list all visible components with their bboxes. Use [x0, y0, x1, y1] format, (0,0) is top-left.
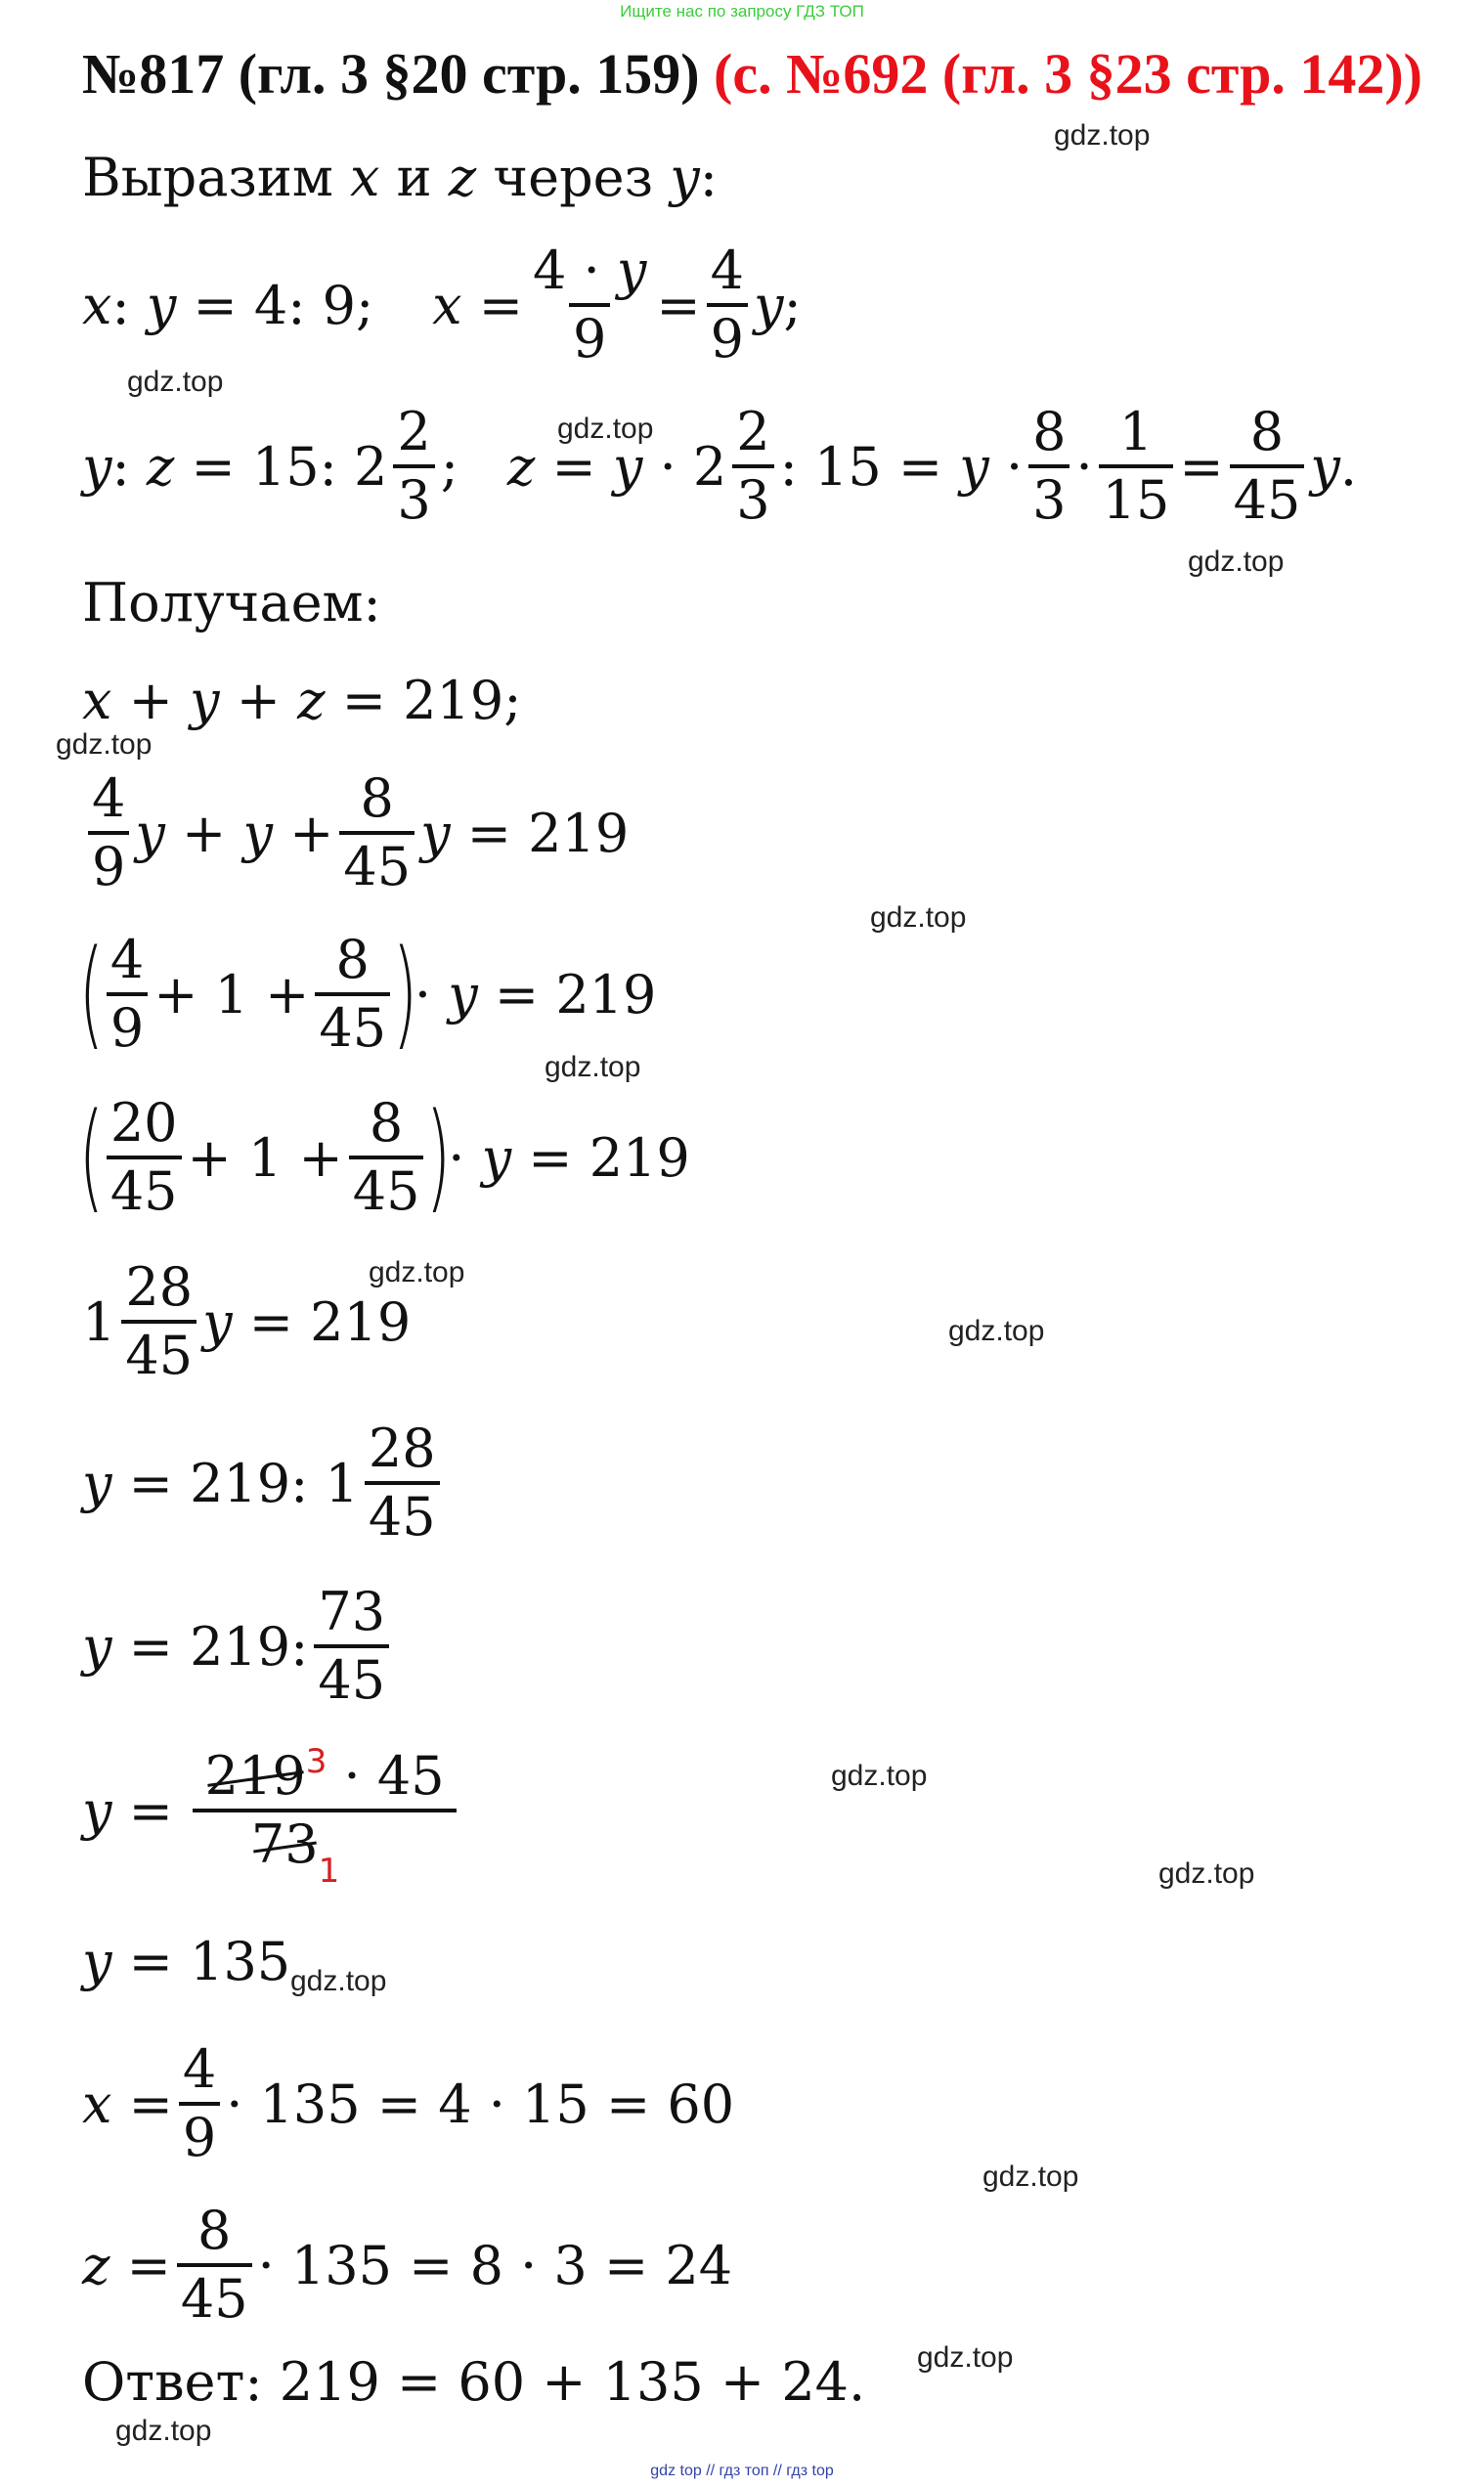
numerator: 28: [368, 1418, 436, 1479]
step-text: · 135 = 8 · 3 = 24: [257, 2234, 733, 2296]
watermark: gdz.top: [831, 1760, 928, 1792]
fraction: [365, 1418, 440, 1548]
numerator: 1: [1118, 401, 1154, 462]
step-1: [82, 767, 630, 897]
bottom-banner[interactable]: gdz top // гдз топ // гдз top: [650, 2463, 834, 2479]
step-text: + 1 +: [153, 963, 310, 1026]
fraction: [314, 1581, 389, 1711]
step-text: 𝑥 =: [82, 2073, 173, 2135]
numerator: 73: [318, 1581, 386, 1642]
step-text: + 1 +: [187, 1126, 343, 1189]
watermark: gdz.top: [545, 1051, 641, 1083]
denominator: 3: [1028, 464, 1069, 527]
denominator: 9: [569, 303, 610, 366]
get-line: [82, 572, 381, 633]
denominator: 9: [88, 831, 129, 894]
answer-line: [82, 2351, 865, 2413]
fraction: [88, 767, 129, 897]
step-text: 𝑦 = 219: [202, 1290, 412, 1353]
fraction: [107, 1092, 182, 1222]
fraction: [393, 401, 434, 531]
step-text: · 135 = 4 · 15 = 60: [226, 2073, 735, 2135]
fraction: [315, 929, 390, 1059]
left-paren: (: [78, 926, 105, 1062]
step-text: 𝑦 = 219: 1: [82, 1452, 359, 1514]
watermark: gdz.top: [1188, 546, 1285, 578]
denominator: 45: [314, 1644, 389, 1707]
fraction: [529, 240, 650, 370]
reduced-number: 3: [305, 1742, 327, 1781]
numerator: 28: [125, 1256, 194, 1318]
fraction: [179, 2038, 220, 2168]
watermark: gdz.top: [557, 413, 654, 445]
right-paren: ): [425, 1089, 452, 1225]
semicolon: ;: [440, 435, 458, 498]
fraction: [707, 240, 748, 370]
denominator: 9: [107, 992, 148, 1055]
step-text: 𝑦 = 219: [420, 802, 630, 864]
fraction: [121, 1256, 196, 1386]
step-text: · 𝑦 = 219: [448, 1126, 690, 1189]
watermark: gdz.top: [1054, 119, 1151, 152]
intro-text: Выразим 𝑥 и 𝑧 через 𝑦:: [82, 147, 718, 208]
equation-ratio-yz: [82, 401, 1358, 531]
step-5: [82, 1418, 446, 1548]
watermark: gdz.top: [127, 366, 224, 398]
numerator: 4 · 𝑦: [533, 240, 647, 301]
dot: ·: [1075, 435, 1093, 498]
numerator: 8: [1249, 401, 1285, 462]
eq2-tail: 𝑦.: [1310, 435, 1358, 498]
fraction: [1099, 401, 1174, 531]
reduced-number: 1: [318, 1852, 340, 1891]
intro-line: [82, 147, 718, 208]
watermark: gdz.top: [56, 728, 153, 761]
fraction: [1230, 401, 1305, 531]
right-paren: ): [392, 926, 418, 1062]
step-6: [82, 1581, 395, 1711]
fraction: [107, 929, 148, 1059]
cancel-fraction: [193, 1742, 457, 1891]
eq2-lhs: 𝑦: 𝑧 = 15: 2: [82, 435, 388, 498]
cancelled-number: 73: [250, 1813, 319, 1875]
eq1-tail: 𝑦;: [754, 274, 802, 336]
step-text: 𝑦 =: [82, 1779, 173, 1842]
numerator: 4: [109, 929, 145, 990]
denominator: 45: [177, 2263, 252, 2326]
denominator: 45: [121, 1320, 196, 1382]
denominator: 15: [1099, 464, 1174, 527]
denominator: [193, 1809, 457, 1891]
title-main: №817 (гл. 3 §20 стр. 159): [82, 42, 700, 106]
numerator: 2: [736, 401, 770, 462]
top-banner[interactable]: Ищите нас по запросу ГДЗ ТОП: [620, 2, 864, 21]
denominator: 45: [107, 1156, 182, 1218]
watermark: gdz.top: [115, 2415, 212, 2447]
step-9: [82, 2038, 735, 2168]
eq1-lhs: 𝑥: 𝑦 = 4: 9;: [82, 274, 374, 336]
denominator: 45: [365, 1481, 440, 1544]
sum-line: [82, 670, 521, 731]
numerator: [201, 1742, 449, 1809]
left-paren: (: [78, 1089, 105, 1225]
step-text: 𝑦 + 𝑦 +: [135, 802, 334, 864]
numerator: 4: [182, 2038, 217, 2100]
step-2: [78, 926, 657, 1062]
denominator: 3: [732, 464, 773, 527]
numerator: 4: [710, 240, 745, 301]
denominator: 9: [707, 303, 748, 366]
page-title: [82, 41, 1422, 107]
step-8: [82, 1931, 290, 1992]
eq2-mid: 𝑧 = 𝑦 · 2: [506, 435, 727, 498]
denominator: 45: [1230, 464, 1305, 527]
step-10: [82, 2200, 733, 2330]
fraction: [177, 2200, 252, 2330]
numerator-rest: · 45: [343, 1745, 445, 1807]
step-3: [78, 1089, 690, 1225]
denominator: 45: [315, 992, 390, 1055]
numerator: 8: [197, 2200, 232, 2261]
equation-ratio-xy: [82, 240, 802, 370]
denominator: 3: [393, 464, 434, 527]
fraction: [349, 1092, 424, 1222]
get-text: Получаем:: [82, 572, 381, 633]
denominator: 45: [349, 1156, 424, 1218]
numerator: 8: [360, 767, 394, 829]
equals: =: [1179, 435, 1224, 498]
denominator: 9: [179, 2102, 220, 2164]
watermark: gdz.top: [369, 1256, 465, 1288]
step-7: [82, 1742, 462, 1891]
whole-part: 1: [82, 1290, 116, 1353]
watermark: gdz.top: [917, 2341, 1014, 2374]
step-text: 𝑦 = 135: [82, 1931, 291, 1992]
sum-text: 𝑥 + 𝑦 + 𝑧 = 219;: [82, 670, 522, 731]
eq2-part2: : 15 = 𝑦 ·: [779, 435, 1024, 498]
fraction: [732, 401, 773, 531]
numerator: 8: [1032, 401, 1067, 462]
numerator: 2: [397, 401, 431, 462]
step-4: [82, 1256, 412, 1386]
numerator: 8: [369, 1092, 404, 1154]
step-text: 𝑧 =: [82, 2234, 171, 2296]
eq1-mid: 𝑥 =: [432, 274, 524, 336]
step-text: · 𝑦 = 219: [414, 963, 657, 1026]
equals: =: [656, 274, 701, 336]
fraction: [339, 767, 415, 897]
cancelled-number: 219: [204, 1745, 306, 1807]
fraction: [1028, 401, 1069, 531]
denominator: 45: [339, 831, 415, 894]
watermark: gdz.top: [870, 901, 967, 934]
step-text: 𝑦 = 219:: [82, 1615, 309, 1678]
title-alt: (с. №692 (гл. 3 §23 стр. 142)): [714, 42, 1422, 106]
numerator: 4: [92, 767, 126, 829]
watermark: gdz.top: [982, 2161, 1079, 2193]
numerator: 8: [335, 929, 370, 990]
watermark: gdz.top: [1158, 1857, 1255, 1890]
answer-text: Ответ: 219 = 60 + 135 + 24.: [82, 2351, 866, 2413]
watermark: gdz.top: [290, 1965, 387, 1997]
numerator: 20: [109, 1092, 178, 1154]
watermark: gdz.top: [948, 1315, 1045, 1347]
